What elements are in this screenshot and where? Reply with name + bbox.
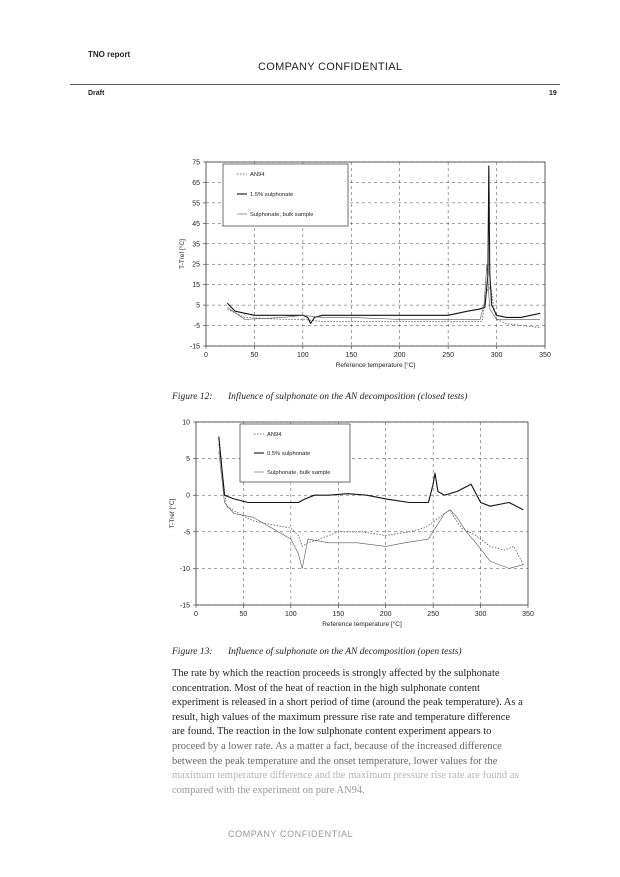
x-axis-label: Reference temperature [°C] (335, 362, 416, 369)
x-tick-label: 150 (332, 611, 345, 618)
y-tick-label: 0 (186, 492, 190, 500)
y-tick-label: -15 (189, 343, 200, 351)
body-line: compared with the experiment on pure AN94. (172, 784, 365, 796)
body-line: result, high values of the maximum pressure rise rate and temperature difference (172, 711, 511, 723)
y-tick-label: 5 (196, 302, 200, 310)
figure-12-caption (172, 392, 467, 402)
x-tick-label: 300 (474, 611, 487, 618)
x-tick-label: 200 (379, 611, 392, 618)
figure-13-chart (165, 412, 555, 642)
legend-label: Sulphonate, bulk sample (267, 470, 331, 476)
body-line: are found. The reaction in the low sulphonate content experiment appears to (172, 726, 492, 738)
y-tick-label: 65 (192, 179, 200, 187)
y-tick-label: -10 (179, 565, 190, 573)
y-tick-label: 15 (192, 282, 200, 290)
body-line: experiment is released in a short period of time (around the peak temperature). As a (172, 697, 523, 709)
x-tick-label: 350 (522, 611, 534, 618)
y-axis-label: T-Tref [°C] (179, 239, 186, 269)
y-tick-label: -15 (179, 602, 190, 610)
x-tick-label: 350 (539, 352, 551, 359)
y-tick-label: 25 (192, 261, 200, 269)
legend-label: Sulphonate, bulk sample (250, 212, 314, 218)
x-tick-label: 100 (285, 611, 297, 618)
body-line: proceed by a lower rate. As a matter a fact, because of the increased difference (172, 740, 502, 752)
y-tick-label: 10 (182, 419, 190, 427)
x-tick-label: 50 (239, 611, 248, 618)
x-tick-label: 200 (393, 352, 406, 359)
confidential-header: COMPANY CONFIDENTIAL (258, 61, 403, 73)
x-tick-label: 0 (204, 352, 208, 359)
y-tick-label: 75 (192, 159, 200, 167)
body-line: maximum temperature difference and the maximum pressure rise rate are found as (172, 770, 519, 782)
figure-12-chart (165, 150, 555, 385)
figure-12-text: Influence of sulphonate on the AN decomposition (closed tests) (228, 392, 468, 402)
legend-label: AN94 (250, 172, 265, 178)
x-tick-label: 300 (490, 352, 503, 359)
y-tick-label: -5 (183, 529, 190, 537)
legend-label: 0.5% sulphonate (267, 451, 311, 457)
legend-label: 1.5% sulphonate (250, 192, 294, 198)
body-line: concentration. Most of the heat of reaction in the high sulphonate content (172, 682, 480, 694)
x-tick-label: 250 (442, 352, 454, 359)
body-line: The rate by which the reaction proceeds is strongly affected by the sulphonate (172, 668, 500, 679)
report-label: TNO report (88, 50, 131, 59)
figure-13-caption (172, 647, 462, 657)
figure-13-number: Figure 13: (172, 647, 213, 657)
y-tick-label: -5 (193, 323, 200, 331)
x-tick-label: 50 (250, 352, 259, 359)
x-tick-label: 150 (345, 352, 358, 359)
confidential-footer: COMPANY CONFIDENTIAL (228, 829, 354, 839)
figure-12-number: Figure 12: (172, 392, 213, 402)
body-line: between the peak temperature and the onset temperature, lower values for the (172, 755, 498, 767)
figure-13-text: Influence of sulphonate on the AN decomposition (open tests) (228, 647, 462, 657)
body-paragraph (172, 667, 542, 798)
x-tick-label: 250 (427, 611, 439, 618)
header-rule (70, 84, 560, 85)
page-number: 19 (549, 90, 557, 97)
series-line-thin (227, 264, 540, 319)
legend-label: AN94 (267, 432, 282, 438)
x-axis-label: Reference temperature [°C] (322, 621, 402, 628)
y-tick-label: 45 (192, 220, 200, 228)
draft-label: Draft (88, 90, 105, 97)
y-tick-label: 55 (192, 200, 200, 208)
x-tick-label: 100 (297, 352, 309, 359)
x-tick-label: 0 (194, 611, 198, 618)
y-tick-label: 5 (186, 456, 190, 464)
y-tick-label: 35 (192, 241, 200, 249)
y-axis-label: T-Tref [°C] (169, 498, 176, 529)
